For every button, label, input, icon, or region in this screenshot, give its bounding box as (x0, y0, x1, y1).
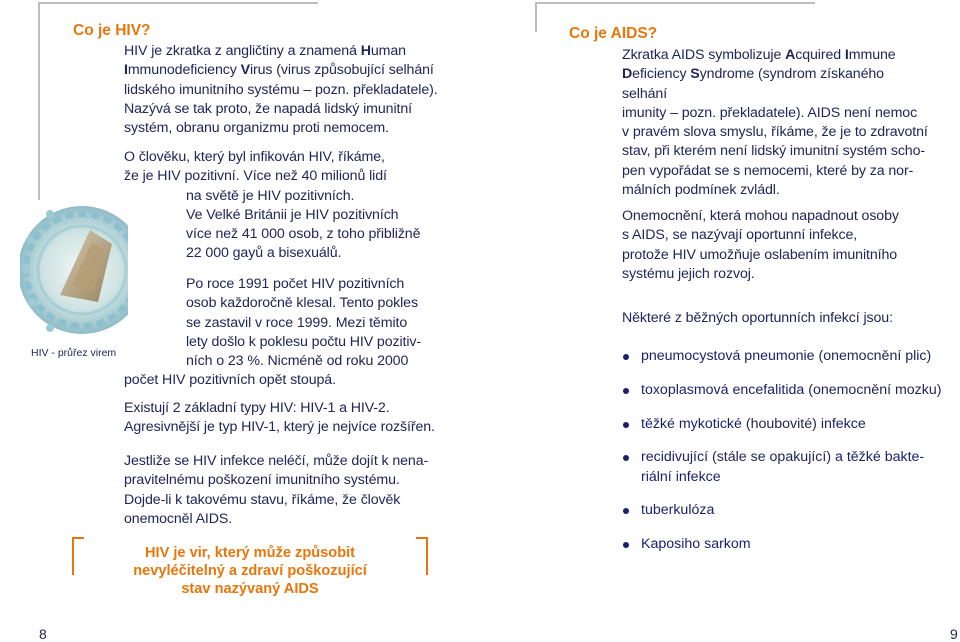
p5-line-2: pravitelnému poškození imunitního systému. (124, 472, 400, 489)
opportunistic-paragraph (622, 207, 932, 284)
infections-list (622, 347, 942, 569)
p2-line-2: že je HIV pozitivní. Více než 40 milionů lidí (124, 168, 387, 185)
infection-note: (onemocnění mozku) (808, 381, 942, 398)
p2-line-3: na světě je HIV pozitivních. (186, 187, 355, 204)
line-3: lidského imunitního systému – pozn. překladatele). (124, 81, 438, 98)
immuno-bold: I (124, 62, 128, 79)
left-frame-side (38, 2, 40, 207)
types-paragraph (124, 399, 444, 438)
bullet-icon (623, 422, 629, 428)
list-item (622, 501, 942, 520)
infection-note: (stále se opakující) (711, 449, 832, 466)
right-frame-top (535, 2, 815, 4)
left-page-number: 8 (39, 626, 47, 642)
list-item (622, 535, 942, 554)
human-bold: H (360, 43, 371, 59)
r1-line-1: Zkratka AIDS symbolizuje Acquired Immune (622, 47, 896, 63)
r1-line-3: imunity – pozn. překladatele). AIDS není nemoc (622, 104, 918, 121)
line-1b: uman (370, 43, 406, 59)
callout-text (100, 544, 400, 599)
p5-line-4: onemocněl AIDS. (124, 510, 233, 527)
hiv-definition (124, 42, 454, 138)
p3-line-4: lety došlo k poklesu počtu HIV pozitiv- (186, 333, 422, 350)
p2-line-1: O člověku, který byl infikován HIV, říkáme, (124, 149, 385, 165)
callout-corner-tl-v (72, 537, 74, 575)
line-2a: mmunodeficiency (127, 62, 241, 79)
r1-line-5: stav, při kterém není lidský imunitní systém scho- (622, 143, 926, 160)
list-item (622, 381, 942, 400)
infection-term-2b: riální infekce (641, 468, 721, 485)
callout-corner-tr-v (426, 537, 428, 575)
callout-line-2: nevyléčitelný a zdraví poškozující (133, 563, 367, 580)
r2-line-4: systému jejich rozvoj. (622, 265, 755, 282)
list-item (622, 347, 942, 366)
line-1a: HIV je zkratka z angličtiny a znamená (124, 43, 361, 59)
list-item (622, 415, 942, 434)
right-frame-side (535, 2, 537, 32)
r2-line-3: protože HIV umožňuje oslabením imunitního (622, 246, 898, 263)
infection-term: pneumocystová pneumonie (641, 348, 815, 364)
image-caption: HIV - průřez virem (31, 347, 117, 359)
bullet-icon (623, 455, 629, 461)
infections-intro: Některé z běžných oportunních infekcí jsou: (622, 310, 893, 326)
line-5: systém, obranu organizmu proti nemocem. (124, 120, 389, 137)
infection-term: tuberkulóza (641, 502, 715, 519)
p3-line-6: počet HIV pozitivních opět stoupá. (124, 372, 336, 389)
line-2b: irus (virus způsobující selhání (249, 62, 434, 79)
infection-term: toxoplasmová encefalitida (641, 381, 805, 398)
r2-line-2: s AIDS, se nazývají oportunní infekce, (622, 227, 858, 244)
r2-line-1: Onemocnění, která mohou napadnout osoby (622, 208, 899, 224)
list-item (622, 448, 942, 487)
r1-line-4: v pravém slova smyslu, říkáme, že je to zdravotní (622, 124, 928, 141)
decline-paragraph (124, 275, 424, 391)
r1-line-7: málních podmínek zvládl. (622, 182, 780, 199)
p4-line-1: Existují 2 základní typy HIV: HIV-1 a HIV-2. (124, 400, 390, 416)
bullet-icon (623, 542, 629, 548)
left-frame-top (38, 2, 318, 4)
virus-cross-section-image (20, 200, 128, 340)
untreated-paragraph (124, 452, 444, 529)
aids-definition (622, 46, 932, 200)
p2-line-4: Ve Velké Británii je HIV pozitivních (186, 206, 399, 223)
bullet-icon (623, 354, 629, 360)
infection-term-2: infekce (820, 415, 866, 432)
virus-illustration (20, 200, 128, 340)
p2-line-5: více než 41 000 osob, z toho přibližně (186, 226, 421, 243)
callout-line-3: stav nazývaný AIDS (181, 581, 319, 598)
right-heading: Co je AIDS? (569, 25, 658, 42)
hiv-positive-paragraph (124, 148, 424, 264)
p5-line-1: Jestliže se HIV infekce neléčí, může dojít k nena- (124, 453, 429, 469)
infection-term: Kaposiho sarkom (641, 536, 751, 553)
bullet-icon (623, 388, 629, 394)
p3-line-5: ních o 23 %. Nicméně od roku 2000 (186, 353, 409, 370)
virus-bold: V (240, 62, 250, 79)
infection-note: (onemocnění plic) (818, 348, 932, 364)
bullet-icon (623, 508, 629, 514)
infection-note: (houbovité) (745, 415, 817, 432)
r1-line-6: pen vypořádat se s nemocemi, které by za nor- (622, 162, 914, 179)
callout-line-1: HIV je vir, který může způsobit (144, 545, 356, 561)
p4-line-2: Agresivnější je typ HIV-1, který je nejvíce rozšířen. (124, 419, 435, 436)
infection-term-2: a těžké bakte- (835, 449, 925, 466)
p3-line-1: Po roce 1991 počet HIV pozitivních (186, 276, 405, 292)
infection-term: recidivující (641, 449, 709, 466)
right-page-number: 9 (950, 626, 958, 642)
r1-line-2: Deficiency Syndrome (syndrom získaného selhání (622, 66, 884, 102)
infection-term: těžké mykotické (641, 415, 742, 432)
p5-line-3: Dojde-li k takovému stavu, říkáme, že člověk (124, 491, 401, 508)
left-heading: Co je HIV? (73, 22, 151, 39)
line-4: Nazývá se tak proto, že napadá lidský imunitní (124, 100, 412, 117)
p3-line-2: osob každoročně klesal. Tento pokles (186, 295, 418, 312)
p2-line-6: 22 000 gayů a bisexuálů. (186, 245, 342, 262)
p3-line-3: se zastavil v roce 1999. Mezi těmito (186, 314, 408, 331)
